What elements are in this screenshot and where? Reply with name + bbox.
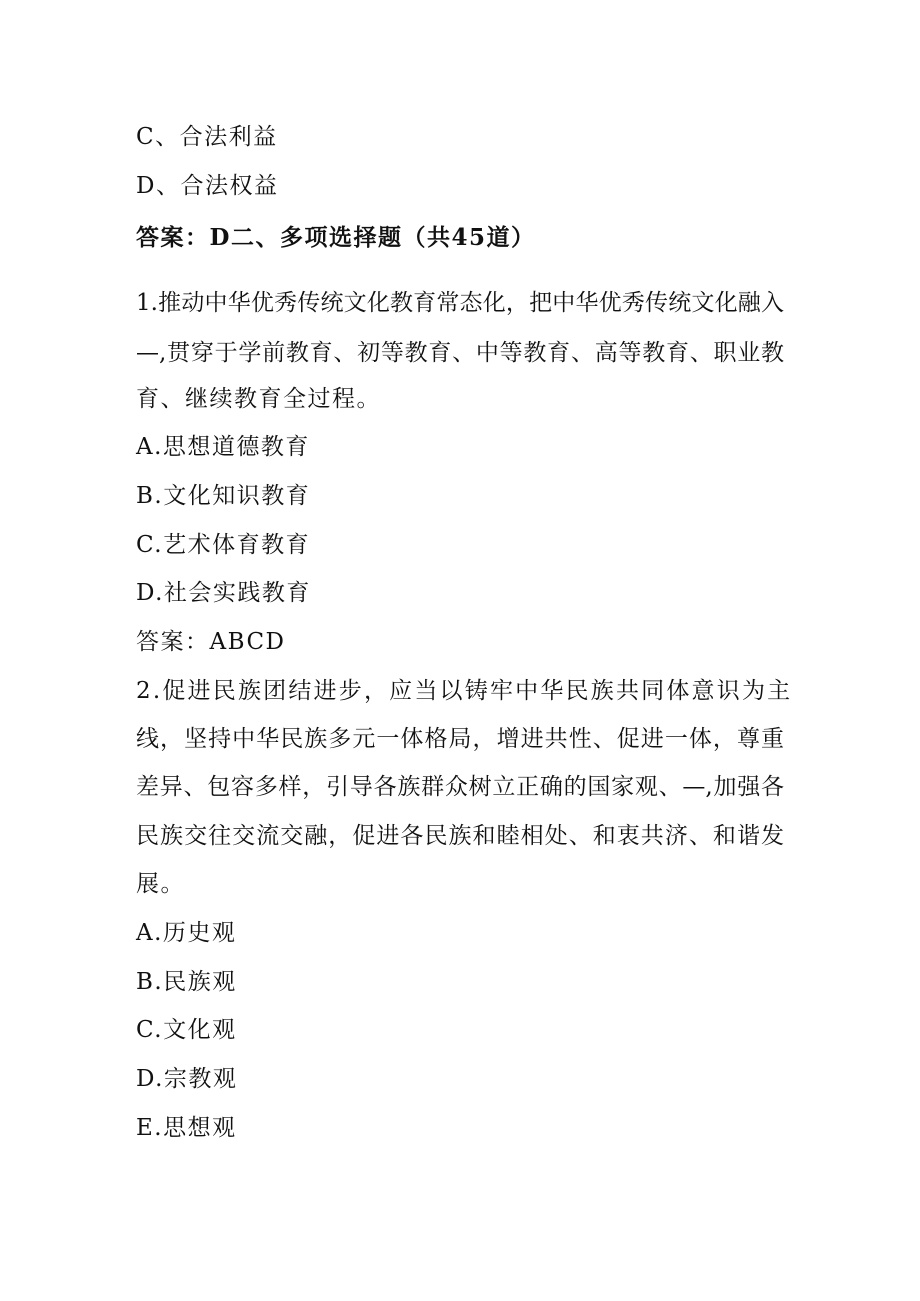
question-1-option-a: A.思想道德教育 [136,434,310,460]
question-1-answer: 答案：ABCD [136,629,286,655]
question-1-option-d: D.社会实践教育 [136,580,311,606]
question-1-option-b: B.文化知识教育 [136,483,311,509]
question-2-line-3: 差异、包容多样，引导各族群众树立正确的国家观、—,加强各 [136,774,784,800]
question-1-option-c: C.艺术体育教育 [136,532,311,558]
option-c-prev: C、合法利益 [136,124,278,150]
question-2-line-4: 民族交往交流交融，促进各民族和睦相处、和衷共济、和谐发 [136,823,784,849]
question-1-line-3: 育、继续教育全过程。 [136,386,381,412]
question-2-option-e: E.思想观 [136,1115,237,1141]
option-d-prev: D、合法权益 [136,173,279,199]
question-2-option-b: B.民族观 [136,969,237,995]
question-1-line-1: 1.推动中华优秀传统文化教育常态化，把中华优秀传统文化融入 [136,290,784,316]
question-1-line-2: —,贯穿于学前教育、初等教育、中等教育、高等教育、职业教 [136,340,784,366]
question-2-line-2: 线，坚持中华民族多元一体格局，增进共性、促进一体，尊重 [136,726,784,752]
question-2-option-a: A.历史观 [136,920,237,946]
question-2-line-5: 展。 [136,871,185,897]
question-2-line-1: 2.促进民族团结进步，应当以铸牢中华民族共同体意识为主 [136,678,793,704]
answer-and-section-heading: 答案：D二、多项选择题（共45道） [136,224,536,251]
question-2-option-c: C.文化观 [136,1017,237,1043]
question-2-option-d: D.宗教观 [136,1066,238,1092]
